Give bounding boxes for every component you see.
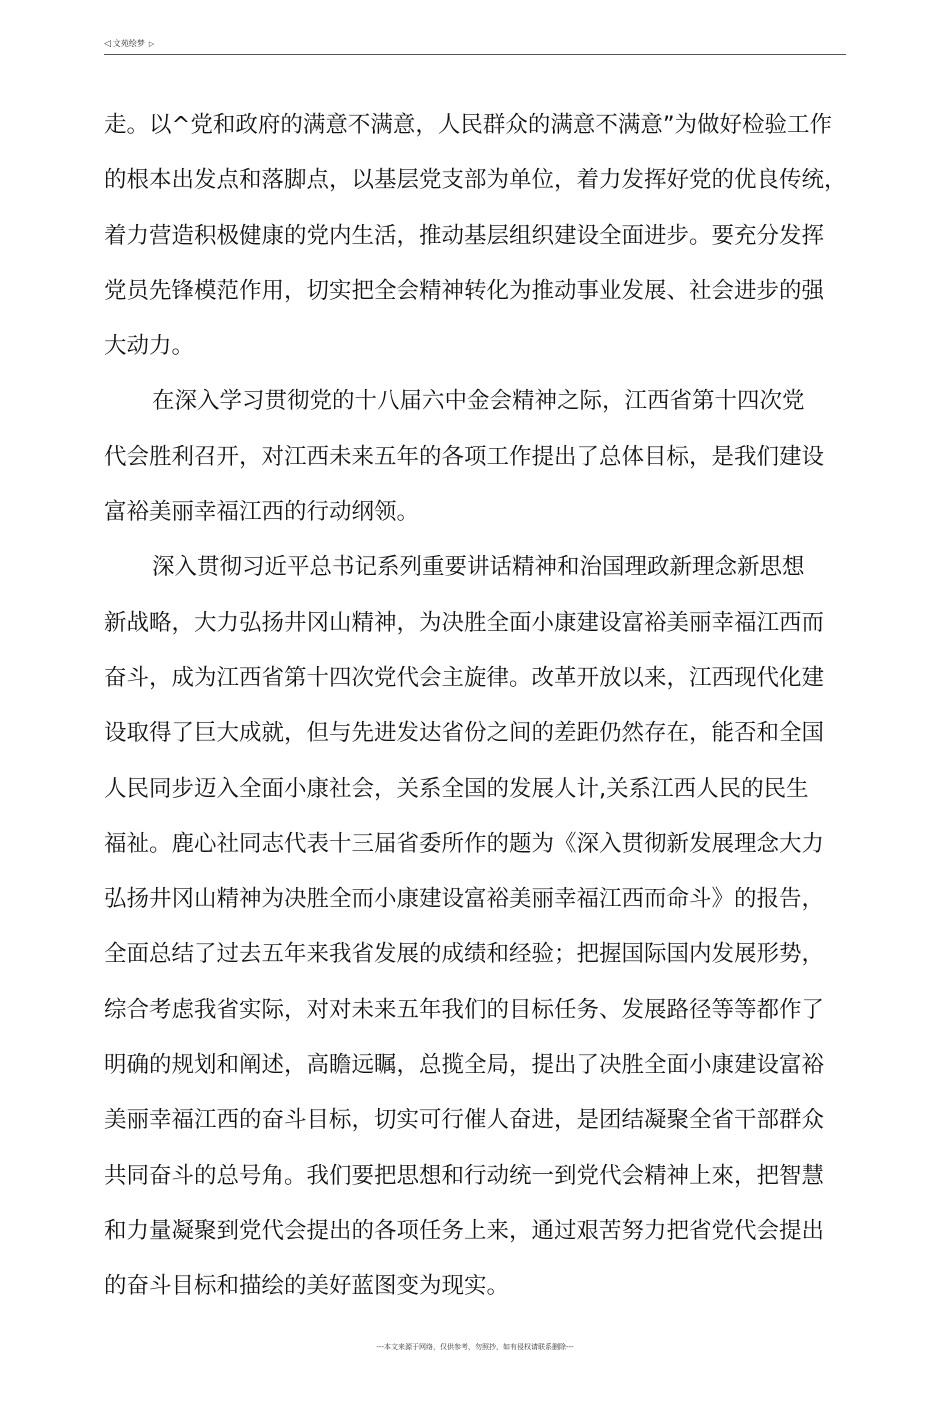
- text-line: 人民同步迈入全面小康社会，关系全国的发展人计,关系江西人民的民生: [104, 775, 809, 802]
- text-line: 明确的规划和阐述，高瞻远瞩，总揽全局，提出了决胜全面小康建设富裕: [104, 1052, 825, 1079]
- page-header: [104, 38, 846, 55]
- paragraph-first-line: 深入贯彻习近平总书记系列重要讲话精神和治国理政新理念新思想: [152, 554, 805, 581]
- paragraph-first-line: 在深入学习贯彻党的十八届六中金会精神之际，江西省第十四次党: [152, 388, 805, 415]
- text-line: 新战略，大力弘扬井冈山精神，为决胜全面小康建设富裕美丽幸福江西而: [104, 609, 825, 636]
- text-line: 弘扬井冈山精神为决胜全而小康建设富裕美丽幸福江西而命斗》的报告，: [104, 886, 825, 913]
- text-line: 共同奋斗的总号角。我们要把思想和行动统一到党代会精神上來，把智慧: [104, 1162, 825, 1189]
- text-line: 的根本出发点和落脚点，以基层党支部为单位，着力发挥好党的优良传统，: [104, 167, 847, 194]
- page-footer: ---本文来源于网络，仅供参考，勿照抄，如有侵权请联系删除---: [376, 1343, 574, 1351]
- text-line: 美丽幸福江西的奋斗目标，切实可行催人奋进，是团结凝聚全省干部群众: [104, 1107, 825, 1134]
- text-line: 综合考虑我省实际，对对未来五年我们的目标任务、发展路径等等都作了: [104, 996, 825, 1023]
- text-line: 设取得了巨大成就，但与先进发达省份之间的差距仍然存在，能否和全国: [104, 720, 825, 747]
- text-line: 大动力。: [104, 333, 195, 360]
- text-line: 福祉。鹿心社同志代表十三届省委所作的题为《深入贯彻新发展理念大力: [104, 830, 825, 857]
- text-line: 代会胜利召开，对江西未来五年的各项工作提出了总体目标，是我们建设: [104, 443, 825, 470]
- text-line: 全面总结了过去五年来我省发展的成绩和经验；把握国际国内发展形势，: [104, 941, 825, 968]
- text-line: 和力量凝聚到党代会提出的各项任务上来，通过艰苦努力把省党代会提出: [104, 1217, 825, 1244]
- text-line: 的奋斗目标和描绘的美好蓝图变为现实。: [104, 1273, 510, 1300]
- document-body: [104, 98, 864, 1315]
- text-line: 走。以^党和政府的满意不满意，人民群众的满意不满意”为做好检验工作: [104, 112, 833, 138]
- text-line: 着力营造积极健康的党内生活，推动基层组织建设全面进步。要充分发挥: [104, 222, 825, 249]
- header-title: 文苑绘梦: [112, 39, 145, 48]
- header-brand: [104, 39, 154, 49]
- text-line: 党员先锋模范作用，切实把全会精神转化为推动事业发展、社会进步的强: [104, 277, 825, 304]
- text-line: 富裕美丽幸福江西的行动纲领。: [104, 499, 420, 526]
- text-line: 奋斗，成为江西省第十四次党代会主旋律。改革开放以来，江西现代化建: [104, 664, 825, 691]
- triangle-right-icon: ▷: [148, 40, 155, 48]
- triangle-left-icon: ◁: [104, 39, 111, 49]
